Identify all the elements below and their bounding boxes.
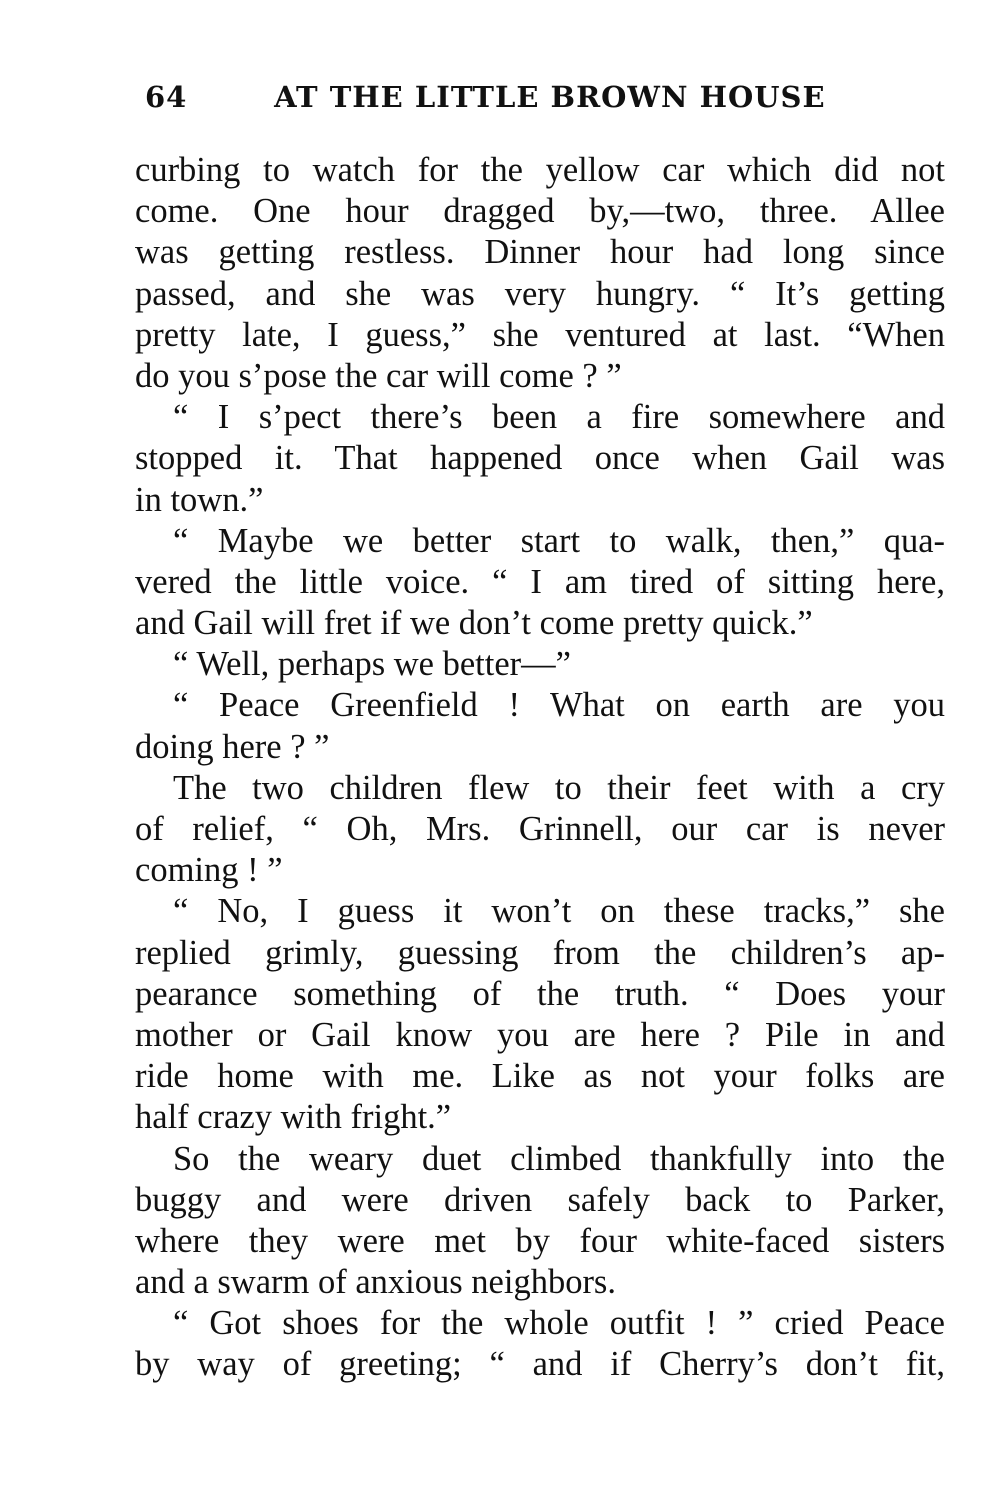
- text-line: vered the little voice. “ I am tired of sitting here,: [135, 562, 945, 601]
- text-line: “ I s’pect there’s been a fire somewhere and: [173, 398, 945, 437]
- text-line: in town.”: [135, 480, 264, 519]
- text-line: replied grimly, guessing from the children’s ap-: [135, 933, 945, 972]
- text-line: ride home with me. Like as not your folks are: [135, 1057, 945, 1096]
- text-line: “ Got shoes for the whole outfit ! ” cried Peace: [173, 1304, 945, 1343]
- text-line: doing here ? ”: [135, 727, 330, 766]
- running-head-title: AT THE LITTLE BROWN HOUSE: [274, 80, 826, 114]
- text-line: of relief, “ Oh, Mrs. Grinnell, our car is never: [135, 810, 945, 848]
- text-line: do you s’pose the car will come ? ”: [135, 356, 622, 395]
- body-text: [135, 150, 945, 1386]
- text-line: where they were met by four white-faced sisters: [135, 1221, 945, 1260]
- text-line: come. One hour dragged by,—two, three. Allee: [135, 192, 945, 231]
- text-line: coming ! ”: [135, 851, 283, 890]
- text-line: The two children flew to their feet with a cry: [173, 768, 945, 807]
- text-line: mother or Gail know you are here ? Pile in and: [135, 1015, 945, 1054]
- text-line: “ Well, perhaps we better—”: [173, 645, 571, 684]
- text-line: “ No, I guess it won’t on these tracks,” she: [173, 892, 945, 931]
- text-line: So the weary duet climbed thankfully into the: [173, 1139, 945, 1178]
- text-line: passed, and she was very hungry. “ It’s getting: [135, 274, 945, 313]
- text-line: was getting restless. Dinner hour had long since: [135, 233, 945, 272]
- text-line: stopped it. That happened once when Gail was: [135, 439, 945, 478]
- text-line: and a swarm of anxious neighbors.: [135, 1263, 616, 1302]
- text-line: and Gail will fret if we don’t come pretty quick.”: [135, 604, 813, 643]
- text-line: by way of greeting; “ and if Cherry’s don’t fit,: [135, 1345, 945, 1384]
- text-line: pretty late, I guess,” she ventured at last. “When: [135, 315, 945, 354]
- running-head: [145, 80, 945, 120]
- text-line: curbing to watch for the yellow car which did not: [135, 151, 945, 189]
- text-line: “ Peace Greenfield ! What on earth are you: [173, 686, 945, 725]
- text-line: half crazy with fright.”: [135, 1098, 452, 1137]
- text-line: pearance something of the truth. “ Does your: [135, 974, 945, 1013]
- page-number: 64: [145, 80, 188, 114]
- text-line: “ Maybe we better start to walk, then,” qua-: [173, 521, 945, 560]
- text-line: buggy and were driven safely back to Parker,: [135, 1180, 945, 1219]
